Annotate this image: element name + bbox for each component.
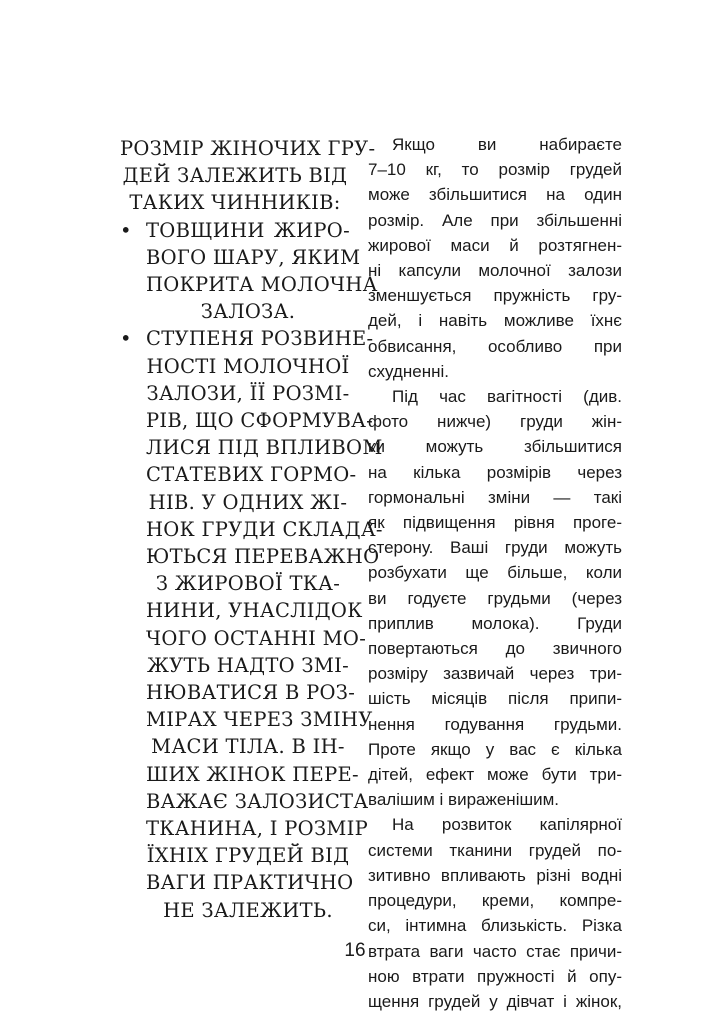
- text-line: На розвиток капілярної: [392, 815, 622, 835]
- bullet-text-line: МАСИ ТІЛА. В ІН-: [151, 735, 345, 759]
- text-line: може збільшитися на один: [368, 185, 622, 205]
- text-line: фото нижче) груди жін-: [368, 412, 622, 432]
- text-line: розбухати ще більше, коли: [368, 563, 622, 583]
- intro-line: РОЗМІР ЖІНОЧИХ ГРУ-: [120, 137, 376, 160]
- bullet-text-line: НЮВАТИСЯ В РОЗ-: [146, 681, 356, 705]
- text-line: процедури, креми, компре-: [368, 891, 622, 911]
- text-line: стерону. Ваші груди можуть: [368, 538, 622, 558]
- bullet-marker: •: [120, 218, 132, 242]
- text-line: як підвищення рівня проге-: [368, 513, 622, 533]
- bullet-text-line: МІРАХ ЧЕРЕЗ ЗМІНУ: [146, 708, 373, 732]
- text-line: ви годуєте грудьми (через: [368, 588, 622, 608]
- bullet-text-line: ВОГО ШАРУ, ЯКИМ: [146, 245, 361, 269]
- text-line: Проте якщо у вас є кілька: [368, 739, 622, 759]
- text-line: жирової маси й розтягнен-: [368, 235, 622, 255]
- text-line: схудненні.: [368, 361, 449, 381]
- bullet-text-line: НОСТІ МОЛОЧНОЇ: [146, 354, 350, 378]
- bullet-text-line: ЗАЛОЗА.: [200, 300, 296, 324]
- text-line: приплив молока). Груди: [368, 613, 622, 633]
- text-line: розмір. Але при збільшенні: [368, 210, 622, 230]
- text-line: Якщо ви набираєте: [392, 135, 622, 154]
- page-number: 16: [344, 940, 366, 961]
- text-line: системи тканини грудей по-: [368, 840, 622, 860]
- paragraph: [368, 812, 622, 1014]
- bullet-text-line: НОК ГРУДИ СКЛАДА-: [146, 517, 383, 541]
- bullet-text-line: ЮТЬСЯ ПЕРЕВАЖНО: [146, 545, 380, 569]
- text-line: зменшується пружність гру-: [368, 286, 622, 306]
- bullet-text-line: ЗАЛОЗИ, ЇЇ РОЗМІ-: [146, 381, 350, 405]
- bullet-text-line: ЖУТЬ НАДТО ЗМІ-: [146, 653, 350, 677]
- text-line: втрата ваги часто стає причи-: [368, 941, 622, 961]
- text-line: гормональні зміни — такі: [368, 487, 622, 507]
- bullet-text-line: СТАТЕВИХ ГОРМО-: [146, 463, 357, 487]
- text-line: ною втрати пружності й опу-: [368, 966, 622, 986]
- paragraph: [368, 132, 622, 384]
- text-line: дітей, ефект може бути три-: [368, 765, 622, 785]
- text-line: дей, і навіть можливе їхнє: [368, 311, 622, 331]
- bullet-item: [120, 325, 383, 923]
- right-column: [368, 132, 622, 1014]
- paragraph: [368, 384, 622, 812]
- bullet-text-line: НЕ ЗАЛЕЖИТЬ.: [163, 898, 333, 922]
- intro-line: ТАКИХ ЧИННИКІВ:: [129, 191, 341, 215]
- bullet-text-line: ПОКРИТА МОЛОЧНА: [146, 273, 378, 297]
- text-line: розміру зазвичай через три-: [368, 664, 622, 684]
- bullet-marker: •: [120, 327, 132, 351]
- intro-line: ДЕЙ ЗАЛЕЖИТЬ ВІД: [122, 164, 348, 188]
- bullet-text-line: СТУПЕНЯ РОЗВИНЕ-: [146, 327, 374, 351]
- text-line: повертаються до звичного: [368, 639, 622, 659]
- bullet-text-line: З ЖИРОВОЇ ТКА-: [155, 572, 341, 596]
- left-column: [120, 135, 383, 924]
- bullet-text-line: РІВ, ЩО СФОРМУВА-: [146, 409, 374, 433]
- text-line: си, інтимна близькість. Різка: [368, 916, 622, 936]
- text-line: на кілька розмірів через: [368, 462, 622, 482]
- text-line: обвисання, особливо при: [368, 336, 622, 356]
- bullet-text-line: ЇХНІХ ГРУДЕЙ ВІД: [146, 844, 350, 868]
- text-line: зитивно впливають різні водні: [368, 865, 622, 885]
- bullet-text-line: НІВ. У ОДНИХ ЖІ-: [148, 490, 348, 514]
- bullet-text-line: ТОВЩИНИ ЖИРО-: [146, 218, 350, 242]
- text-line: 7–10 кг, то розмір грудей: [368, 160, 622, 180]
- bullet-text-line: ЛИСЯ ПІД ВПЛИВОМ: [146, 436, 383, 460]
- bullet-item: [120, 217, 378, 326]
- text-line: нення годування грудьми.: [368, 714, 622, 734]
- bullet-text-line: ЧОГО ОСТАННІ МО-: [146, 626, 367, 650]
- bullet-text-line: ВАЖАЄ ЗАЛОЗИСТА: [146, 789, 369, 813]
- text-line: валішим і вираженішим.: [368, 790, 560, 810]
- text-line: ки можуть збільшитися: [368, 437, 622, 457]
- text-line: шість місяців після припи-: [368, 689, 622, 709]
- bullet-text-line: ВАГИ ПРАКТИЧНО: [146, 871, 354, 895]
- bullet-text-line: НИНИ, УНАСЛІДОК: [146, 599, 363, 623]
- text-line: Під час вагітності (див.: [392, 387, 622, 407]
- text-line: щення грудей у дівчат і жінок,: [368, 991, 622, 1011]
- bullet-text-line: ТКАНИНА, І РОЗМІР: [146, 817, 369, 841]
- text-line: ні капсули молочної залози: [368, 261, 622, 281]
- bullet-text-line: ШИХ ЖІНОК ПЕРЕ-: [146, 762, 359, 786]
